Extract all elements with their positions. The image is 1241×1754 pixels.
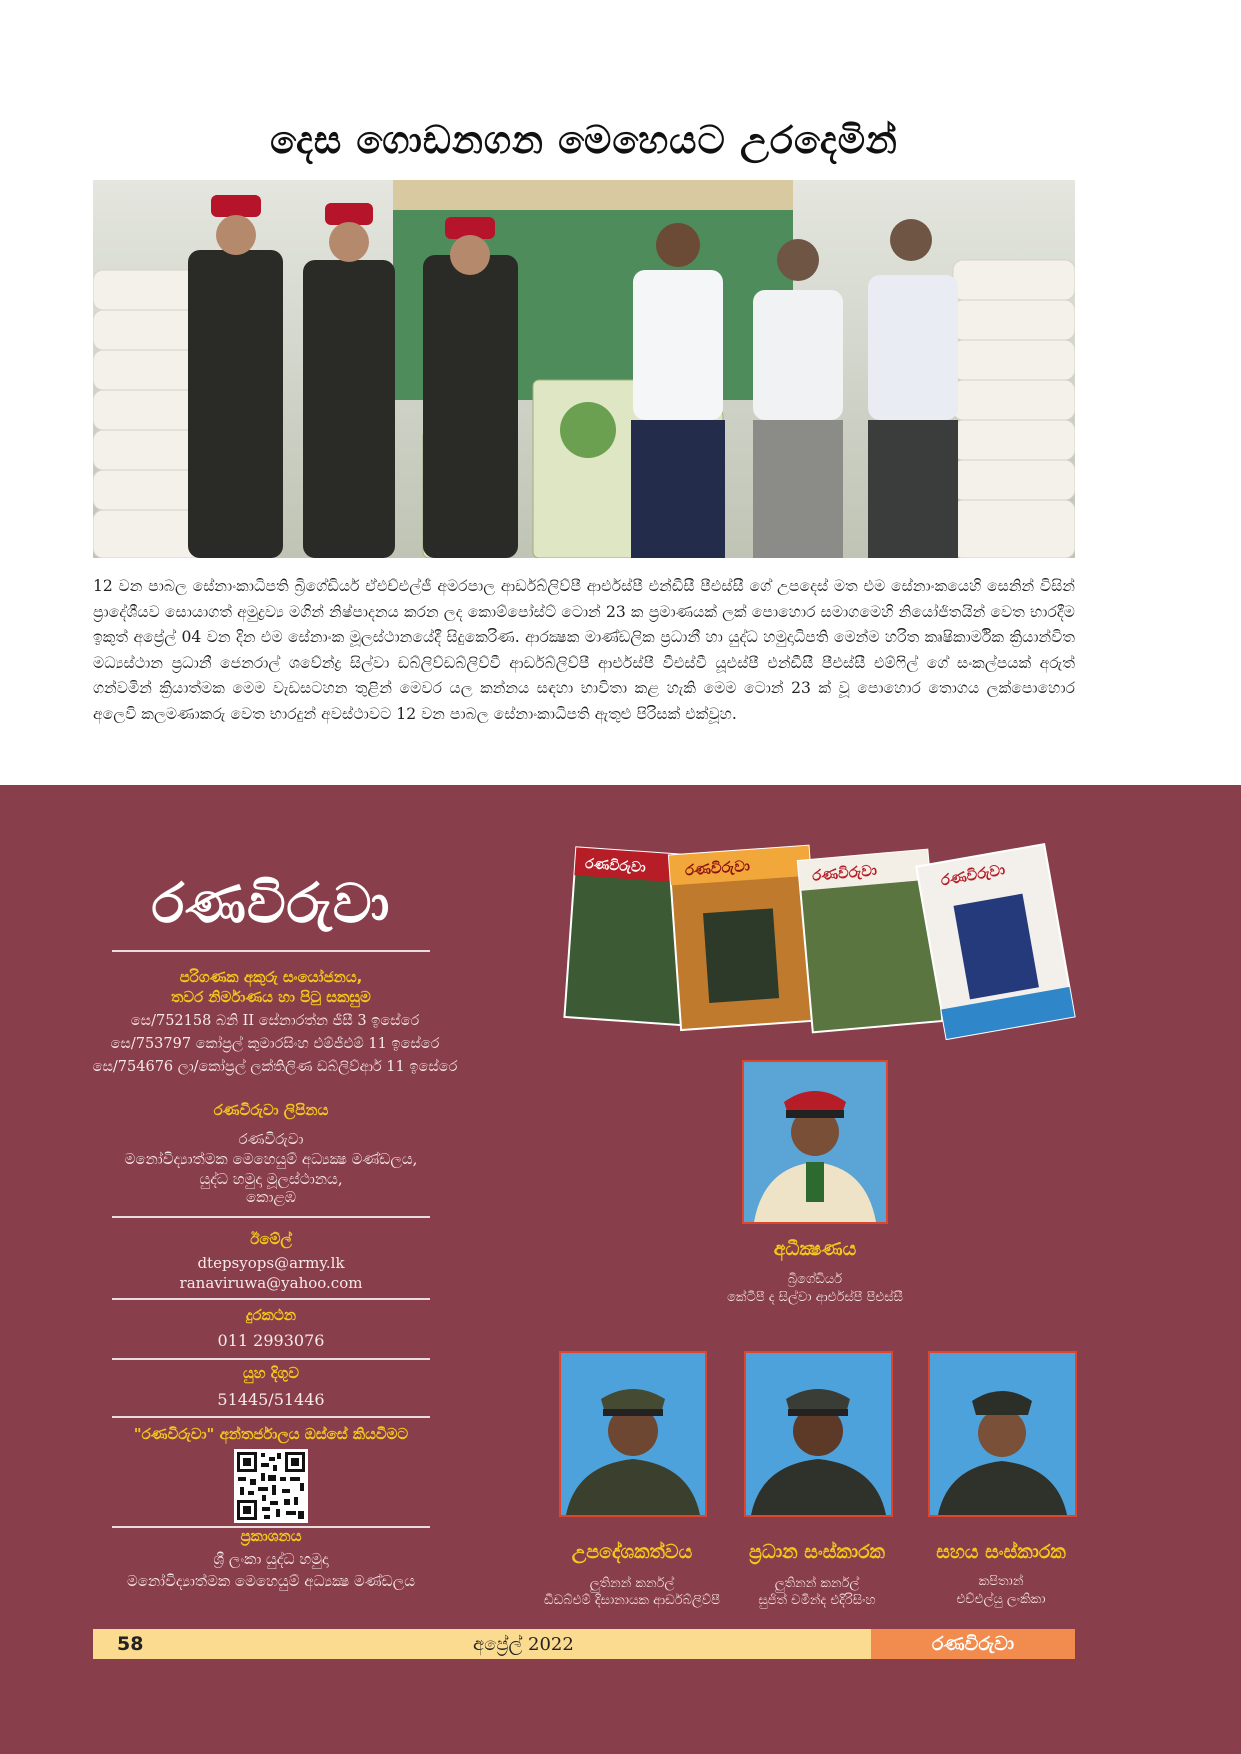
email-heading: ඊමේල් (250, 1230, 292, 1248)
handover-photo (93, 180, 1075, 558)
address-line: රණවිරුවා (238, 1130, 304, 1148)
editor-role: ප්‍රධාන සංස්කාරක (749, 1541, 885, 1563)
asst-editor-name: එච්එල්යු ලංකිකා (956, 1592, 1046, 1607)
publisher-line-1: ශ්‍රී ලංකා යුද්ධ හමුදා (213, 1550, 329, 1568)
magazine-cover-title: රණවිරුවා (811, 861, 878, 885)
magazine-cover-title: රණවිරුවා (939, 860, 1007, 890)
magazine-cover-title: රණවිරුවා (584, 856, 647, 877)
page-footer (93, 1629, 1075, 1659)
advisor-rank: ලුතිනන් කර්නල් (589, 1576, 675, 1591)
email-address-2[interactable]: ranaviruwa@yahoo.com (179, 1274, 363, 1292)
advisor-role: උපදේශකත්වය (571, 1541, 693, 1563)
director-rank: බ්‍රිගේඩියර් (787, 1272, 843, 1287)
phone-heading: දුරකථන (245, 1306, 297, 1324)
magazine-title: රණවිරුවා (151, 872, 391, 935)
publisher-heading: ප්‍රකාශනය (240, 1527, 302, 1545)
editor-rank: ලුතිනන් කර්නල් (774, 1576, 860, 1591)
address-line: කොළඹ (246, 1188, 296, 1206)
issue-date: අප්‍රේල් 2022 (473, 1634, 574, 1655)
director-role: අධීක්‍ෂණය (773, 1238, 857, 1260)
article-section (0, 0, 1241, 785)
email-address-1[interactable]: dtepsyops@army.lk (197, 1254, 345, 1272)
article-headline: දෙස ගොඩනගන මෙහෙයට උරදෙමින් (270, 118, 898, 162)
military-line-heading: යුහ දිගුව (243, 1364, 299, 1382)
footer-brand-box (871, 1629, 1075, 1659)
magazine-cover-title: රණවිරුවා (684, 856, 751, 880)
crew-line: සෙ/754676 ලා/කෝප්‍රල් ලක්තිලිණ ඩබ්ලිව්ආර් 11 ඉසේරෙ (92, 1059, 458, 1075)
magazine-covers (560, 840, 1080, 1040)
portrait-image (744, 1062, 886, 1222)
director-portrait (742, 1060, 888, 1224)
address-line: යුද්ධ හමුදා මූලස්ථානය, (199, 1170, 343, 1188)
page-number: 58 (117, 1633, 144, 1655)
layout-heading-2: තවර නිර්මාණය හා පිටු සකසුම (171, 988, 371, 1006)
magazine-stack (560, 840, 1080, 1040)
online-heading: "රණවිරුවා" අන්තර්ජාලය ඔස්සේ කියවීමට (133, 1425, 409, 1443)
footer-brand: රණවිරුවා (931, 1633, 1015, 1655)
crew-line: සෙ/753797 කෝප්‍රල් කුමාරසිංහ එම්ජීඑම් 11 ඉසේරෙ (110, 1036, 440, 1052)
asst-editor-portrait (928, 1351, 1077, 1517)
crew-line: සෙ/752158 බනි II සේනාරත්න ජීසී 3 ඉසේරෙ (130, 1013, 420, 1029)
asst-editor-role: සහය සංස්කාරක (936, 1541, 1066, 1563)
asst-editor-rank: කපිතාන් (978, 1574, 1024, 1589)
qr-code-graphic (234, 1449, 308, 1523)
divider (112, 1416, 430, 1418)
divider (112, 1216, 430, 1218)
address-line: මනෝවිද්‍යාත්මක මෙහෙයුම් අධ්‍යක්‍ෂ මණ්ඩලය, (124, 1150, 418, 1168)
divider (112, 1358, 430, 1360)
advisor-portrait (559, 1351, 707, 1517)
layout-heading-1: පරිගණක අකුරු සංයෝජනය, (179, 968, 363, 986)
article-body: 12 වන පාබල සේනාංකාධිපති බ්‍රිගේඩියර් ඒඑච්එල්ජී අමරපාල ආර්ඩබ්ලිව්පී ආර්එස්පී එන්ඩීසී පීඑස්සී ගේ උපදෙස් මත එම සේනාංකයෙහි සෙනින් විසින් ප්‍රාදේශීයව සොයාගත් අමුද්‍රව්‍ය මගින් නිෂ්පාදනය කරන ලද කොම්පෝස්ට් ටොන් 23 ක ප්‍රමාණයක් ලක් පොහොර සමාගමෙහි නියෝජිතයින් වෙත භාරදීම ඉකුත් අප්‍රේල් 04 වන දින එම සේනාංක මූලස්ථානයේදී සිදුකෙරිණ. ආරක්‍ෂක මාණ්ඩලික ප්‍රධානී හා යුද්ධ හමුදාධිපති මෙන්ම හරිත කෘෂිකාර්මික ක්‍රියාන්විත මධ්‍යස්ථාන ප්‍රධානී ජෙනරාල් ශවේන්ද්‍ර සිල්වා ඩබ්ලිව්ඩබ්ලිව්වී ආර්ඩබ්ලිව්පී ආර්එස්පී වීඑස්වී යූඑස්පී එන්ඩීසී පීඑස්සී එම්ෆිල් ගේ සංකල්පයක් අරුත් ගන්වමින් ක්‍රියාත්මක මෙම වැඩසටහන තුළින් මෙවර යල කන්නය සඳහා භාවිතා කළ හැකි මෙම ටොන් 23 ක් වූ පොහොර තොගය ලක්පොහොර අලෙවි කලමණාකරු වෙත භාරදුන් අවස්ථාවට 12 වන පාබල සේනාංකාධිපති ඇතුළු පිරිසක් එක්වූහ. (93, 577, 1075, 723)
publisher-line-2: මනෝවිද්‍යාත්මක මෙහෙයුම් අධ්‍යක්‍ෂ මණ්ඩලය (126, 1572, 415, 1590)
divider (112, 1298, 430, 1300)
advisor-name: ඩීඩබ්එම් දිසානායක ආර්ඩබ්ලිව්පී (544, 1593, 720, 1608)
divider (112, 950, 430, 952)
phone-number: 011 2993076 (217, 1331, 325, 1350)
address-heading: රණවිරුවා ලිපිනය (213, 1101, 329, 1119)
portrait-image (746, 1353, 891, 1515)
editor-name: සුජිත් චමින්ද එදිරිසිංහ (758, 1593, 876, 1608)
portrait-image (930, 1353, 1075, 1515)
qr-code[interactable] (234, 1449, 308, 1523)
military-line-number: 51445/51446 (217, 1390, 325, 1409)
article-photo (93, 180, 1075, 558)
portrait-image (561, 1353, 705, 1515)
editor-portrait (744, 1351, 893, 1517)
director-name: කේටීපී ද සිල්වා ආර්එස්පී පීඑස්සී (727, 1290, 903, 1305)
